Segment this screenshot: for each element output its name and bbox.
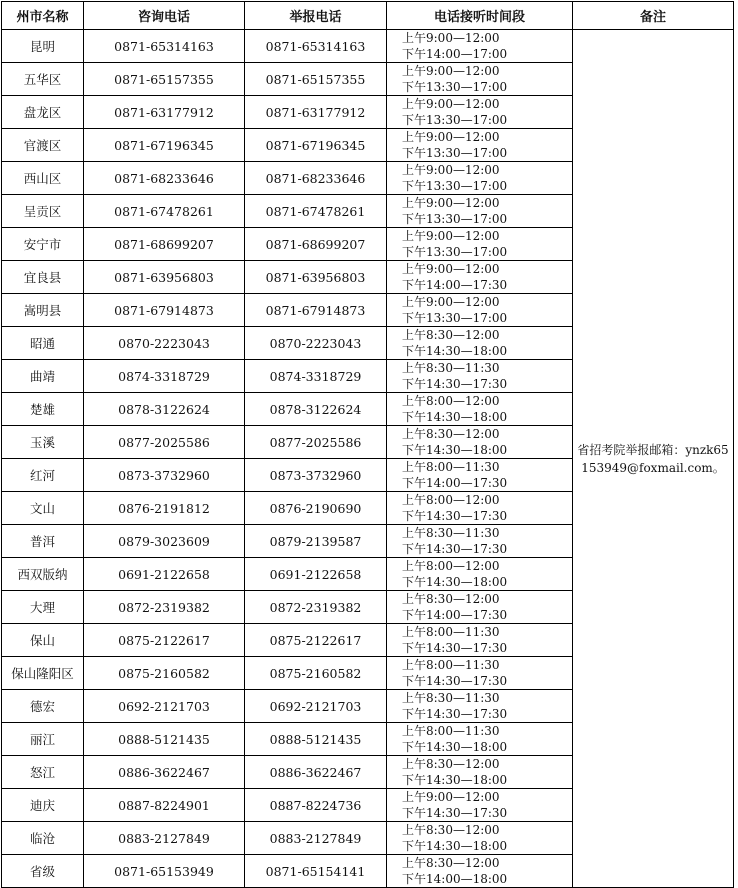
consult-phone-cell: 0874-3318729 <box>84 360 245 393</box>
afternoon-hours: 下午14:00—17:00 <box>402 47 508 61</box>
consult-phone-cell: 0886-3622467 <box>84 756 245 789</box>
afternoon-hours: 下午14:00—17:30 <box>402 278 508 292</box>
report-phone-cell: 0692-2121703 <box>245 690 387 723</box>
city-name-cell: 安宁市 <box>2 228 84 261</box>
afternoon-hours: 下午13:30—17:00 <box>402 146 508 160</box>
hours-cell <box>387 30 573 63</box>
report-phone-cell: 0876-2190690 <box>245 492 387 525</box>
city-name-cell: 西双版纳 <box>2 558 84 591</box>
contact-table <box>1 1 734 888</box>
morning-hours: 上午8:00—11:30 <box>402 658 500 672</box>
morning-hours: 上午9:00—12:00 <box>402 295 500 309</box>
hours-cell <box>387 492 573 525</box>
consult-phone-cell: 0692-2121703 <box>84 690 245 723</box>
hours-cell <box>387 360 573 393</box>
afternoon-hours: 下午14:30—18:00 <box>402 839 508 853</box>
hours-cell <box>387 723 573 756</box>
afternoon-hours: 下午14:30—18:00 <box>402 740 508 754</box>
city-name-cell: 保山隆阳区 <box>2 657 84 690</box>
afternoon-hours: 下午13:30—17:00 <box>402 80 508 94</box>
consult-phone-cell: 0871-65314163 <box>84 30 245 63</box>
table-row <box>2 30 734 63</box>
consult-phone-cell: 0871-67914873 <box>84 294 245 327</box>
hours-cell <box>387 789 573 822</box>
afternoon-hours: 下午14:00—17:30 <box>402 608 508 622</box>
morning-hours: 上午8:30—11:30 <box>402 691 500 705</box>
hours-cell <box>387 657 573 690</box>
morning-hours: 上午8:00—11:30 <box>402 460 500 474</box>
report-phone-cell: 0873-3732960 <box>245 459 387 492</box>
report-phone-cell: 0875-2160582 <box>245 657 387 690</box>
morning-hours: 上午8:30—11:30 <box>402 526 500 540</box>
morning-hours: 上午8:30—12:00 <box>402 328 500 342</box>
morning-hours: 上午8:30—12:00 <box>402 823 500 837</box>
header-city-name: 州市名称 <box>2 2 84 30</box>
city-name-cell: 文山 <box>2 492 84 525</box>
hours-cell <box>387 525 573 558</box>
report-phone-cell: 0872-2319382 <box>245 591 387 624</box>
afternoon-hours: 下午14:30—18:00 <box>402 344 508 358</box>
report-phone-cell: 0691-2122658 <box>245 558 387 591</box>
report-phone-cell: 0877-2025586 <box>245 426 387 459</box>
report-phone-cell: 0871-68233646 <box>245 162 387 195</box>
morning-hours: 上午9:00—12:00 <box>402 229 500 243</box>
morning-hours: 上午9:00—12:00 <box>402 97 500 111</box>
report-phone-cell: 0871-67914873 <box>245 294 387 327</box>
consult-phone-cell: 0871-68233646 <box>84 162 245 195</box>
morning-hours: 上午9:00—12:00 <box>402 163 500 177</box>
city-name-cell: 临沧 <box>2 822 84 855</box>
hours-cell <box>387 63 573 96</box>
morning-hours: 上午8:00—12:00 <box>402 559 500 573</box>
afternoon-hours: 下午14:30—17:30 <box>402 806 508 820</box>
report-phone-cell: 0886-3622467 <box>245 756 387 789</box>
afternoon-hours: 下午14:00—17:30 <box>402 476 508 490</box>
morning-hours: 上午9:00—12:00 <box>402 196 500 210</box>
report-phone-cell: 0871-63177912 <box>245 96 387 129</box>
hours-cell <box>387 327 573 360</box>
header-report-phone: 举报电话 <box>245 2 387 30</box>
city-name-cell: 保山 <box>2 624 84 657</box>
city-name-cell: 德宏 <box>2 690 84 723</box>
morning-hours: 上午8:00—12:00 <box>402 493 500 507</box>
morning-hours: 上午9:00—12:00 <box>402 130 500 144</box>
consult-phone-cell: 0877-2025586 <box>84 426 245 459</box>
afternoon-hours: 下午13:30—17:00 <box>402 311 508 325</box>
city-name-cell: 盘龙区 <box>2 96 84 129</box>
consult-phone-cell: 0879-3023609 <box>84 525 245 558</box>
report-phone-cell: 0875-2122617 <box>245 624 387 657</box>
report-phone-cell: 0874-3318729 <box>245 360 387 393</box>
afternoon-hours: 下午14:30—17:30 <box>402 674 508 688</box>
afternoon-hours: 下午14:30—18:00 <box>402 575 508 589</box>
hours-cell <box>387 129 573 162</box>
hours-cell <box>387 459 573 492</box>
consult-phone-cell: 0871-67196345 <box>84 129 245 162</box>
city-name-cell: 迪庆 <box>2 789 84 822</box>
city-name-cell: 昆明 <box>2 30 84 63</box>
hours-cell <box>387 756 573 789</box>
afternoon-hours: 下午13:30—17:00 <box>402 245 508 259</box>
report-phone-cell: 0871-65314163 <box>245 30 387 63</box>
report-phone-cell: 0879-2139587 <box>245 525 387 558</box>
afternoon-hours: 下午14:30—17:30 <box>402 377 508 391</box>
morning-hours: 上午9:00—12:00 <box>402 790 500 804</box>
consult-phone-cell: 0875-2160582 <box>84 657 245 690</box>
morning-hours: 上午9:00—12:00 <box>402 262 500 276</box>
report-phone-cell: 0883-2127849 <box>245 822 387 855</box>
city-name-cell: 呈贡区 <box>2 195 84 228</box>
hours-cell <box>387 624 573 657</box>
morning-hours: 上午8:30—12:00 <box>402 856 500 870</box>
consult-phone-cell: 0883-2127849 <box>84 822 245 855</box>
header-consult-phone: 咨询电话 <box>84 2 245 30</box>
consult-phone-cell: 0872-2319382 <box>84 591 245 624</box>
afternoon-hours: 下午14:00—18:00 <box>402 872 508 886</box>
consult-phone-cell: 0871-65157355 <box>84 63 245 96</box>
hours-cell <box>387 162 573 195</box>
hours-cell <box>387 261 573 294</box>
city-name-cell: 官渡区 <box>2 129 84 162</box>
hours-cell <box>387 690 573 723</box>
morning-hours: 上午8:30—12:00 <box>402 592 500 606</box>
morning-hours: 上午8:30—12:00 <box>402 427 500 441</box>
city-name-cell: 宜良县 <box>2 261 84 294</box>
city-name-cell: 嵩明县 <box>2 294 84 327</box>
city-name-cell: 普洱 <box>2 525 84 558</box>
table-body <box>2 30 734 888</box>
hours-cell <box>387 96 573 129</box>
consult-phone-cell: 0870-2223043 <box>84 327 245 360</box>
hours-cell <box>387 591 573 624</box>
consult-phone-cell: 0871-63177912 <box>84 96 245 129</box>
city-name-cell: 玉溪 <box>2 426 84 459</box>
hours-cell <box>387 558 573 591</box>
afternoon-hours: 下午14:30—17:30 <box>402 707 508 721</box>
table-header-row <box>2 2 734 30</box>
afternoon-hours: 下午14:30—18:00 <box>402 410 508 424</box>
morning-hours: 上午9:00—12:00 <box>402 31 500 45</box>
remarks-cell: 省招考院举报邮箱：ynzk65153949@foxmail.com。 <box>573 30 734 888</box>
city-name-cell: 曲靖 <box>2 360 84 393</box>
morning-hours: 上午8:30—12:00 <box>402 757 500 771</box>
consult-phone-cell: 0871-63956803 <box>84 261 245 294</box>
afternoon-hours: 下午13:30—17:00 <box>402 212 508 226</box>
consult-phone-cell: 0871-67478261 <box>84 195 245 228</box>
report-phone-cell: 0888-5121435 <box>245 723 387 756</box>
consult-phone-cell: 0876-2191812 <box>84 492 245 525</box>
hours-cell <box>387 855 573 888</box>
report-phone-cell: 0871-67196345 <box>245 129 387 162</box>
report-phone-cell: 0871-65154141 <box>245 855 387 888</box>
city-name-cell: 楚雄 <box>2 393 84 426</box>
hours-cell <box>387 228 573 261</box>
city-name-cell: 西山区 <box>2 162 84 195</box>
consult-phone-cell: 0878-3122624 <box>84 393 245 426</box>
afternoon-hours: 下午13:30—17:00 <box>402 179 508 193</box>
city-name-cell: 红河 <box>2 459 84 492</box>
morning-hours: 上午8:00—12:00 <box>402 394 500 408</box>
city-name-cell: 丽江 <box>2 723 84 756</box>
consult-phone-cell: 0871-65153949 <box>84 855 245 888</box>
afternoon-hours: 下午13:30—17:00 <box>402 113 508 127</box>
consult-phone-cell: 0871-68699207 <box>84 228 245 261</box>
report-phone-cell: 0871-67478261 <box>245 195 387 228</box>
afternoon-hours: 下午14:30—18:00 <box>402 773 508 787</box>
city-name-cell: 大理 <box>2 591 84 624</box>
morning-hours: 上午8:00—11:30 <box>402 724 500 738</box>
hours-cell <box>387 294 573 327</box>
afternoon-hours: 下午14:30—17:30 <box>402 641 508 655</box>
consult-phone-cell: 0887-8224901 <box>84 789 245 822</box>
hours-cell <box>387 195 573 228</box>
hours-cell <box>387 822 573 855</box>
morning-hours: 上午9:00—12:00 <box>402 64 500 78</box>
report-phone-cell: 0870-2223043 <box>245 327 387 360</box>
consult-phone-cell: 0888-5121435 <box>84 723 245 756</box>
morning-hours: 上午8:30—11:30 <box>402 361 500 375</box>
city-name-cell: 五华区 <box>2 63 84 96</box>
afternoon-hours: 下午14:30—17:30 <box>402 509 508 523</box>
report-phone-cell: 0887-8224736 <box>245 789 387 822</box>
hours-cell <box>387 393 573 426</box>
consult-phone-cell: 0691-2122658 <box>84 558 245 591</box>
report-phone-cell: 0878-3122624 <box>245 393 387 426</box>
consult-phone-cell: 0875-2122617 <box>84 624 245 657</box>
afternoon-hours: 下午14:30—18:00 <box>402 443 508 457</box>
city-name-cell: 怒江 <box>2 756 84 789</box>
report-phone-cell: 0871-65157355 <box>245 63 387 96</box>
morning-hours: 上午8:00—11:30 <box>402 625 500 639</box>
city-name-cell: 省级 <box>2 855 84 888</box>
consult-phone-cell: 0873-3732960 <box>84 459 245 492</box>
afternoon-hours: 下午14:30—17:30 <box>402 542 508 556</box>
header-hours: 电话接听时间段 <box>387 2 573 30</box>
city-name-cell: 昭通 <box>2 327 84 360</box>
header-remarks: 备注 <box>573 2 734 30</box>
report-phone-cell: 0871-68699207 <box>245 228 387 261</box>
hours-cell <box>387 426 573 459</box>
report-phone-cell: 0871-63956803 <box>245 261 387 294</box>
